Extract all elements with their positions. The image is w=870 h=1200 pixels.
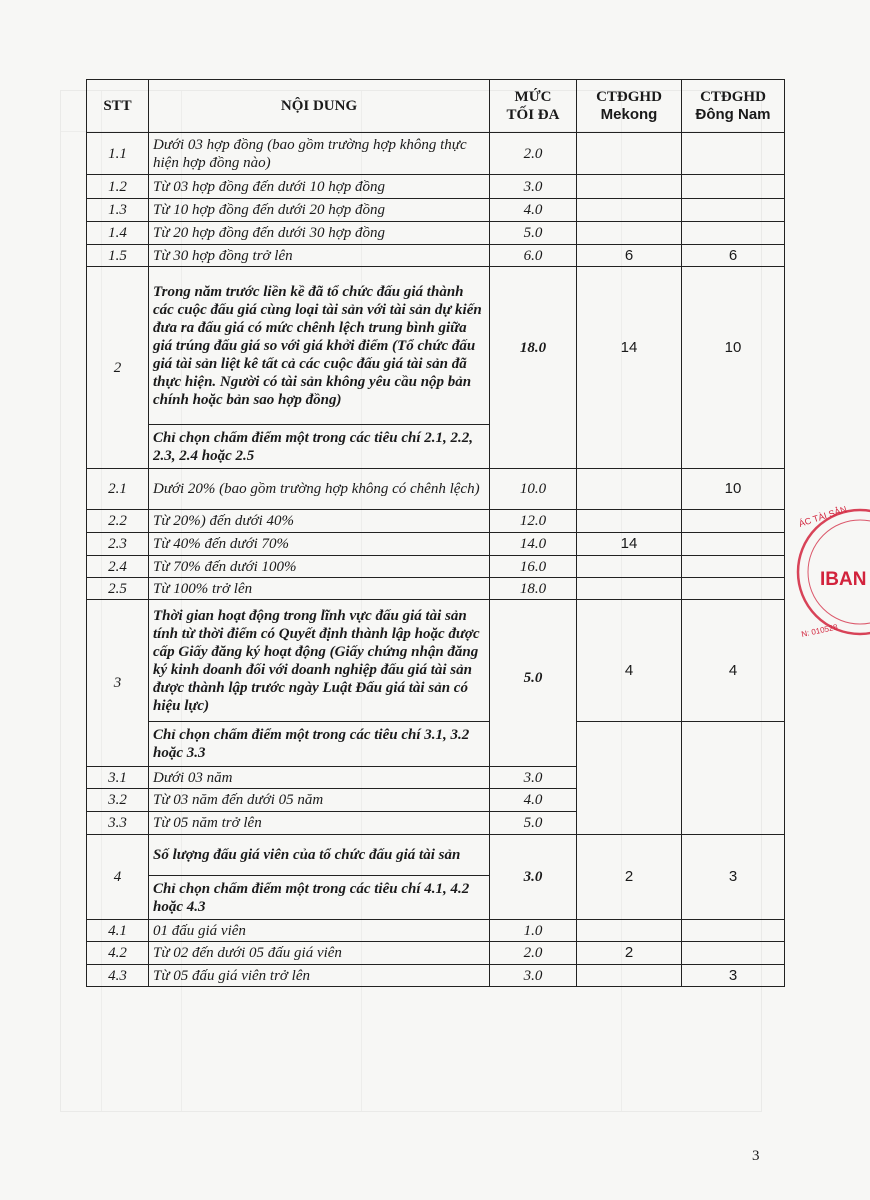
row-dongnam (682, 578, 785, 600)
row-mekong: 2 (577, 835, 682, 920)
row-max: 6.0 (490, 245, 577, 267)
row-stt: 2.4 (87, 556, 149, 578)
table-row (87, 965, 785, 987)
row-max: 3.0 (490, 767, 577, 789)
row-dongnam (682, 222, 785, 245)
row-max: 5.0 (490, 222, 577, 245)
header-content: NỘI DUNG (149, 80, 490, 133)
row-mekong: 14 (577, 267, 682, 469)
row-stt: 4 (87, 835, 149, 920)
row-dongnam-merged (682, 722, 785, 835)
stamp-text-bottom: N: 010528 (800, 622, 839, 639)
row-max: 14.0 (490, 533, 577, 556)
row-content: Dưới 20% (bao gồm trường hợp không có chênh lệch) (149, 469, 490, 510)
row-dongnam (682, 533, 785, 556)
row-max: 3.0 (490, 175, 577, 199)
row-content: Từ 05 đấu giá viên trở lên (149, 965, 490, 987)
table-row (87, 942, 785, 965)
row-stt: 4.2 (87, 942, 149, 965)
scoring-table (86, 79, 785, 987)
row-stt: 2.2 (87, 510, 149, 533)
row-content: Từ 70% đến dưới 100% (149, 556, 490, 578)
table-row (87, 920, 785, 942)
row-max: 2.0 (490, 133, 577, 175)
row-stt: 4.3 (87, 965, 149, 987)
row-mekong: 6 (577, 245, 682, 267)
row-mekong (577, 965, 682, 987)
row-content: Từ 100% trở lên (149, 578, 490, 600)
row-dongnam (682, 920, 785, 942)
table-row (87, 175, 785, 199)
row-dongnam: 6 (682, 245, 785, 267)
company-stamp (790, 497, 870, 647)
row-max: 18.0 (490, 578, 577, 600)
row-content: Từ 30 hợp đồng trở lên (149, 245, 490, 267)
row-mekong (577, 199, 682, 222)
row-max: 3.0 (490, 965, 577, 987)
table-row (87, 133, 785, 175)
row-stt: 1.2 (87, 175, 149, 199)
row-stt: 2.1 (87, 469, 149, 510)
row-note: Chỉ chọn chấm điểm một trong các tiêu chí 2.1, 2.2, 2.3, 2.4 hoặc 2.5 (149, 425, 490, 469)
row-content: Từ 40% đến dưới 70% (149, 533, 490, 556)
table-row (87, 510, 785, 533)
row-content: Từ 03 hợp đồng đến dưới 10 hợp đồng (149, 175, 490, 199)
row-max: 16.0 (490, 556, 577, 578)
row-dongnam: 4 (682, 600, 785, 722)
row-content: Thời gian hoạt động trong lĩnh vực đấu giá tài sản tính từ thời điểm có Quyết định thành lập hoặc được cấp Giấy đăng ký hoạt động (Giấy chứng nhận đăng ký kinh doanh đối với doanh nghiệp đấu giá tài sản được thành lập trước ngày Luật Đấu giá tài sản có hiệu lực) (149, 600, 490, 722)
row-mekong (577, 133, 682, 175)
row-note: Chỉ chọn chấm điểm một trong các tiêu chí 4.1, 4.2 hoặc 4.3 (149, 876, 490, 920)
row-stt: 3.3 (87, 812, 149, 835)
row-stt: 2 (87, 267, 149, 469)
row-dongnam (682, 556, 785, 578)
table-row (87, 469, 785, 510)
row-content: Từ 03 năm đến dưới 05 năm (149, 789, 490, 812)
row-mekong: 2 (577, 942, 682, 965)
table-row (87, 556, 785, 578)
row-stt: 3.1 (87, 767, 149, 789)
row-stt: 2.5 (87, 578, 149, 600)
row-max: 5.0 (490, 600, 577, 767)
header-stt: STT (87, 80, 149, 133)
row-content: Dưới 03 năm (149, 767, 490, 789)
row-dongnam (682, 199, 785, 222)
row-content: Số lượng đấu giá viên của tổ chức đấu giá tài sản (149, 835, 490, 876)
row-mekong (577, 175, 682, 199)
row-content: Từ 05 năm trở lên (149, 812, 490, 835)
row-max: 5.0 (490, 812, 577, 835)
row-mekong-merged (577, 722, 682, 835)
row-stt: 1.5 (87, 245, 149, 267)
row-mekong (577, 222, 682, 245)
row-max: 12.0 (490, 510, 577, 533)
row-stt: 1.4 (87, 222, 149, 245)
row-stt: 4.1 (87, 920, 149, 942)
row-max: 2.0 (490, 942, 577, 965)
row-mekong (577, 469, 682, 510)
row-max: 4.0 (490, 199, 577, 222)
row-content: Từ 20 hợp đồng đến dưới 30 hợp đồng (149, 222, 490, 245)
row-content: Từ 02 đến dưới 05 đấu giá viên (149, 942, 490, 965)
table-row (87, 199, 785, 222)
table-row (87, 533, 785, 556)
row-max: 4.0 (490, 789, 577, 812)
row-stt: 1.3 (87, 199, 149, 222)
row-content: Từ 10 hợp đồng đến dưới 20 hợp đồng (149, 199, 490, 222)
row-dongnam (682, 175, 785, 199)
row-mekong: 4 (577, 600, 682, 722)
row-max: 10.0 (490, 469, 577, 510)
table-row-criterion (87, 600, 785, 722)
table-header-row (87, 80, 785, 133)
stamp-text-top: ÁC TÀI SẢN (797, 503, 849, 529)
row-content: Trong năm trước liền kề đã tổ chức đấu giá thành các cuộc đấu giá cùng loại tài sản với tài sản dự kiến đưa ra đấu giá có mức chênh lệch trung bình giữa giá trúng đấu giá so với giá khởi điểm (Tổ chức đấu giá tài sản liệt kê tất cả các cuộc đấu giá tài sản đã thực hiện. Người có tài sản không yêu cầu nộp bản chính hoặc bản sao hợp đồng) (149, 267, 490, 425)
row-mekong (577, 578, 682, 600)
row-dongnam: 10 (682, 469, 785, 510)
table-row (87, 222, 785, 245)
row-dongnam: 10 (682, 267, 785, 469)
row-dongnam (682, 942, 785, 965)
row-stt: 3.2 (87, 789, 149, 812)
table-row-note (87, 722, 785, 767)
row-max: 1.0 (490, 920, 577, 942)
row-mekong: 14 (577, 533, 682, 556)
row-note: Chỉ chọn chấm điểm một trong các tiêu chí 3.1, 3.2 hoặc 3.3 (149, 722, 490, 767)
table-row (87, 578, 785, 600)
row-dongnam (682, 133, 785, 175)
row-dongnam: 3 (682, 965, 785, 987)
row-max: 18.0 (490, 267, 577, 469)
table-row (87, 245, 785, 267)
page-number: 3 (752, 1148, 760, 1164)
row-stt: 1.1 (87, 133, 149, 175)
row-mekong (577, 556, 682, 578)
header-max: MỨC TỐI ĐA (490, 80, 577, 133)
header-mekong: CTĐGHD Mekong (577, 80, 682, 133)
row-mekong (577, 510, 682, 533)
header-dongnam: CTĐGHD Đông Nam (682, 80, 785, 133)
row-content: 01 đấu giá viên (149, 920, 490, 942)
row-stt: 2.3 (87, 533, 149, 556)
row-stt: 3 (87, 600, 149, 767)
stamp-text-mid: IBAN (820, 569, 867, 590)
row-content: Dưới 03 hợp đồng (bao gồm trường hợp không thực hiện hợp đồng nào) (149, 133, 490, 175)
table-row-criterion (87, 267, 785, 425)
table-row-criterion (87, 835, 785, 876)
row-dongnam: 3 (682, 835, 785, 920)
row-dongnam (682, 510, 785, 533)
row-content: Từ 20%) đến dưới 40% (149, 510, 490, 533)
row-max: 3.0 (490, 835, 577, 920)
row-mekong (577, 920, 682, 942)
